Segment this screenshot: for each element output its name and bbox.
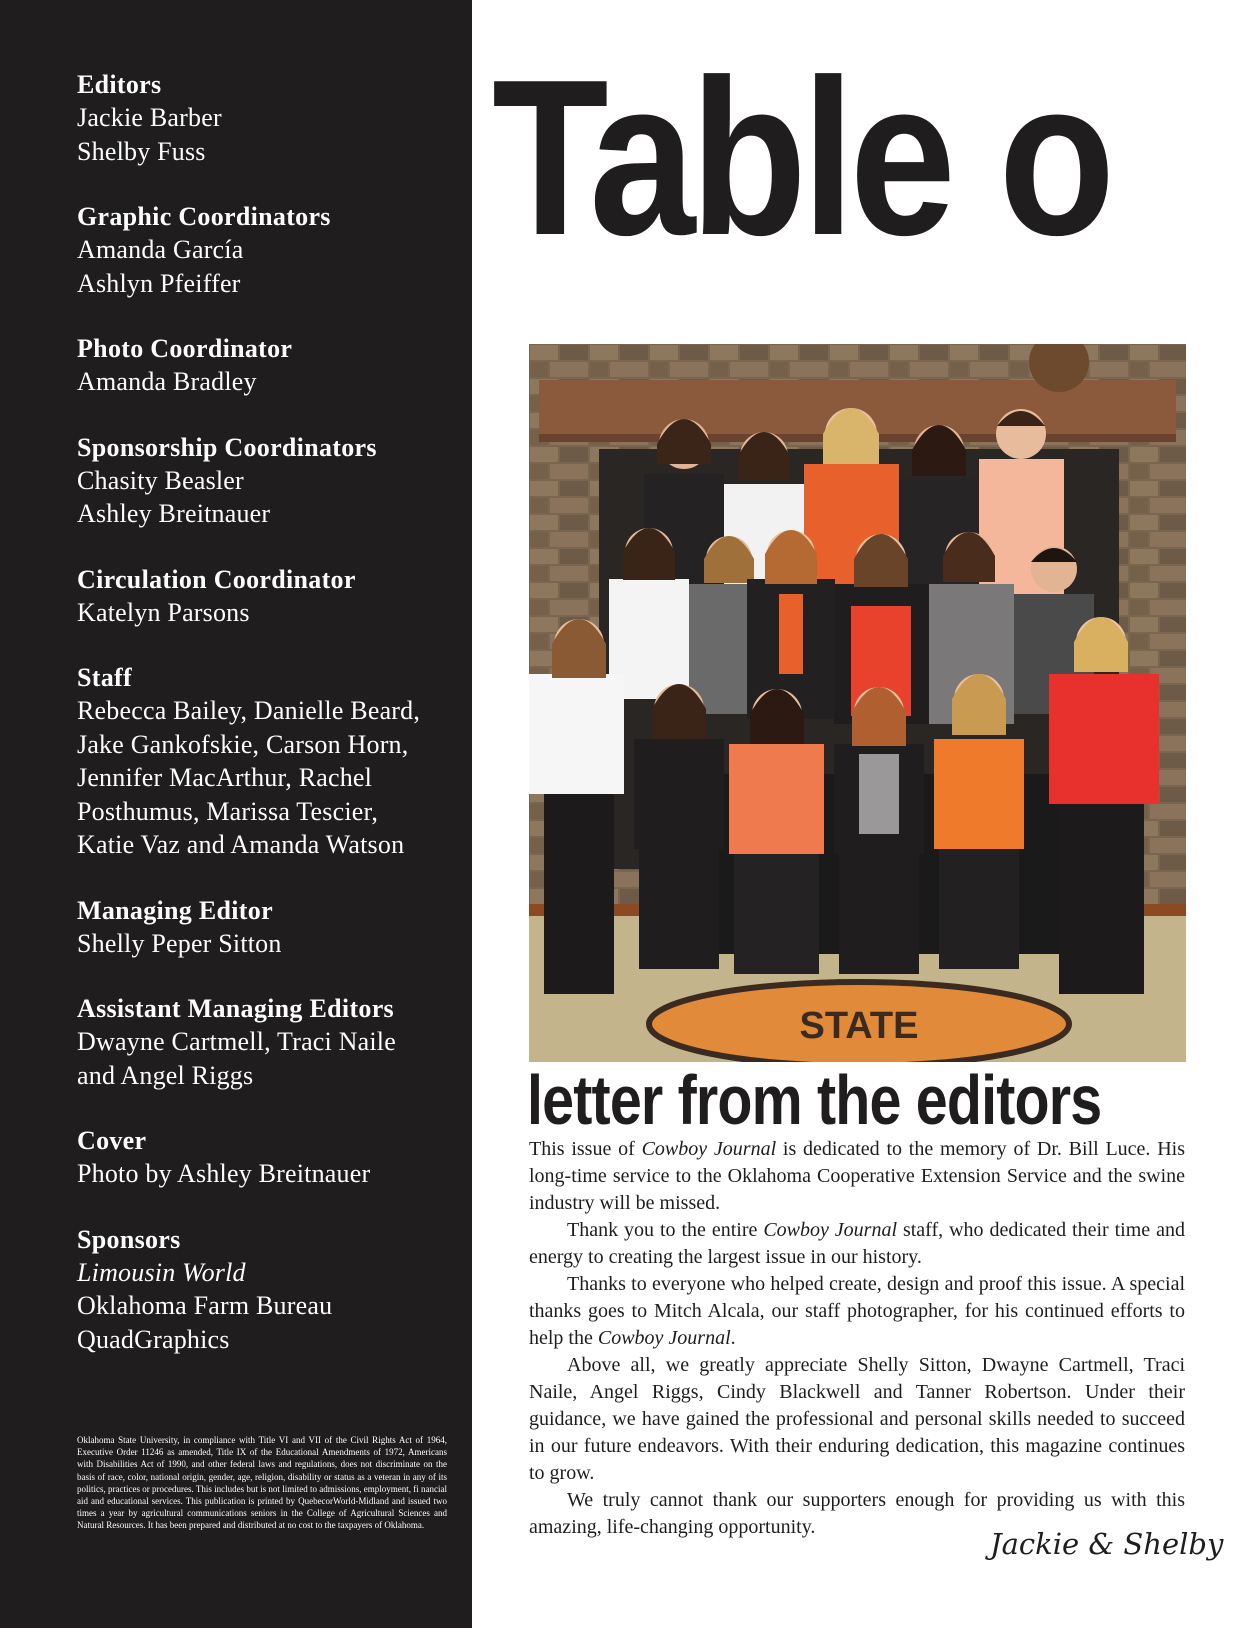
publication-name: Cowboy Journal [597,1327,731,1349]
floor-logo-text: STATE [799,1005,919,1047]
credit-names: Chasity Beasler Ashley Breitnauer [77,465,271,528]
credit-names: Amanda Bradley [77,367,257,396]
letter-paragraph: Thanks to everyone who helped create, design and proof this issue. A special thanks goes to Mitch Alcala, our staff photographer, for his continued efforts to help the Cowboy Journal. [529,1273,1185,1349]
staff-sidebar [0,0,472,1628]
credit-circulation-coordinator [77,563,452,630]
credit-names: Katelyn Parsons [77,597,250,627]
credit-sponsorship-coordinators [77,431,452,531]
letter-title: letter from the editors [527,1061,1102,1139]
credit-photo-coordinator [77,332,452,399]
credit-role: Photo Coordinator [77,334,293,363]
credit-role: Sponsorship Coordinators [77,432,377,462]
editors-signature: Jackie & Shelby [990,1527,1224,1561]
credit-cover [77,1124,452,1191]
credit-names: Shelly Peper Sitton [77,928,282,958]
credit-names: Photo by Ashley Breitnauer [77,1159,371,1188]
publication-name: Cowboy Journal [641,1138,777,1160]
sponsor-names: Oklahoma Farm Bureau QuadGraphics [77,1291,333,1354]
credit-role: Editors [77,70,162,99]
disclaimer-text: Oklahoma State University, in compliance with Title VI and VII of the Civil Rights Act of 1964, Executive Order 11246 as amended, Title IX of the Educational Amendments of 1972, Americans with Disabilities Act of 1990, and other federal laws and regulations, does not discriminate on the basis of race, color, national origin, gender, age, religion, disability or status as a veteran in any of its politics, practices or procedures. This includes but is not limited to admissions, employment, fi nancial aid and educational services. This publication is printed by QuebecorWorld-Midland and issued two times a year by agricultural communications seniors in the College of Agricultural Sciences and Natural Resources. It has been prepared and distributed at no cost to the taxpayers of Oklahoma. [77,1435,447,1531]
credit-names: Amanda García Ashlyn Pfeiffer [77,235,244,298]
credit-sponsors [77,1223,452,1357]
staff-group-photo [529,344,1186,1062]
letter-paragraph: Thank you to the entire Cowboy Journal staff, who dedicated their time and energy to creating the largest issue in our history. [529,1219,1185,1268]
publication-name: Cowboy Journal [763,1219,898,1241]
credit-managing-editor [77,894,452,961]
credit-role: Staff [77,663,132,692]
credit-assistant-managing-editors [77,992,452,1092]
letter-body [529,1136,1185,1541]
credit-editors [77,68,452,168]
page-title: Table o [492,34,1111,282]
sponsor-italic-name: Limousin World [77,1257,246,1287]
credit-role: Graphic Coordinators [77,202,331,231]
credit-staff [77,661,452,862]
credit-names: Dwayne Cartmell, Traci Naile and Angel Riggs [77,1027,396,1090]
credit-graphic-coordinators [77,200,452,300]
credit-names [77,1256,452,1357]
credit-role: Sponsors [77,1224,181,1254]
credit-names: Jackie Barber Shelby Fuss [77,103,222,166]
letter-paragraph: This issue of Cowboy Journal is dedicated to the memory of Dr. Bill Luce. His long-time service to the Oklahoma Cooperative Extension Service and the swine industry will be missed. [529,1138,1186,1214]
credit-role: Cover [77,1126,147,1155]
letter-paragraph: We truly cannot thank our supporters enough for providing us with this amazing, life-changing opportunity. [529,1489,1185,1538]
credit-role: Circulation Coordinator [77,564,356,594]
credit-role: Managing Editor [77,895,273,925]
credit-role: Assistant Managing Editors [77,994,394,1023]
letter-paragraph: Above all, we greatly appreciate Shelly Sitton, Dwayne Cartmell, Traci Naile, Angel Riggs, Cindy Blackwell and Tanner Robertson. Under their guidance, we have gained the professional and personal skills needed to succeed in our future endeavors. With their enduring dedication, this magazine continues to grow. [529,1354,1185,1484]
credit-names: Rebecca Bailey, Danielle Beard, Jake Gankofskie, Carson Horn, Jennifer MacArthur, Rachel Posthumus, Marissa Tescier, Katie Vaz and Amanda Watson [77,696,421,859]
